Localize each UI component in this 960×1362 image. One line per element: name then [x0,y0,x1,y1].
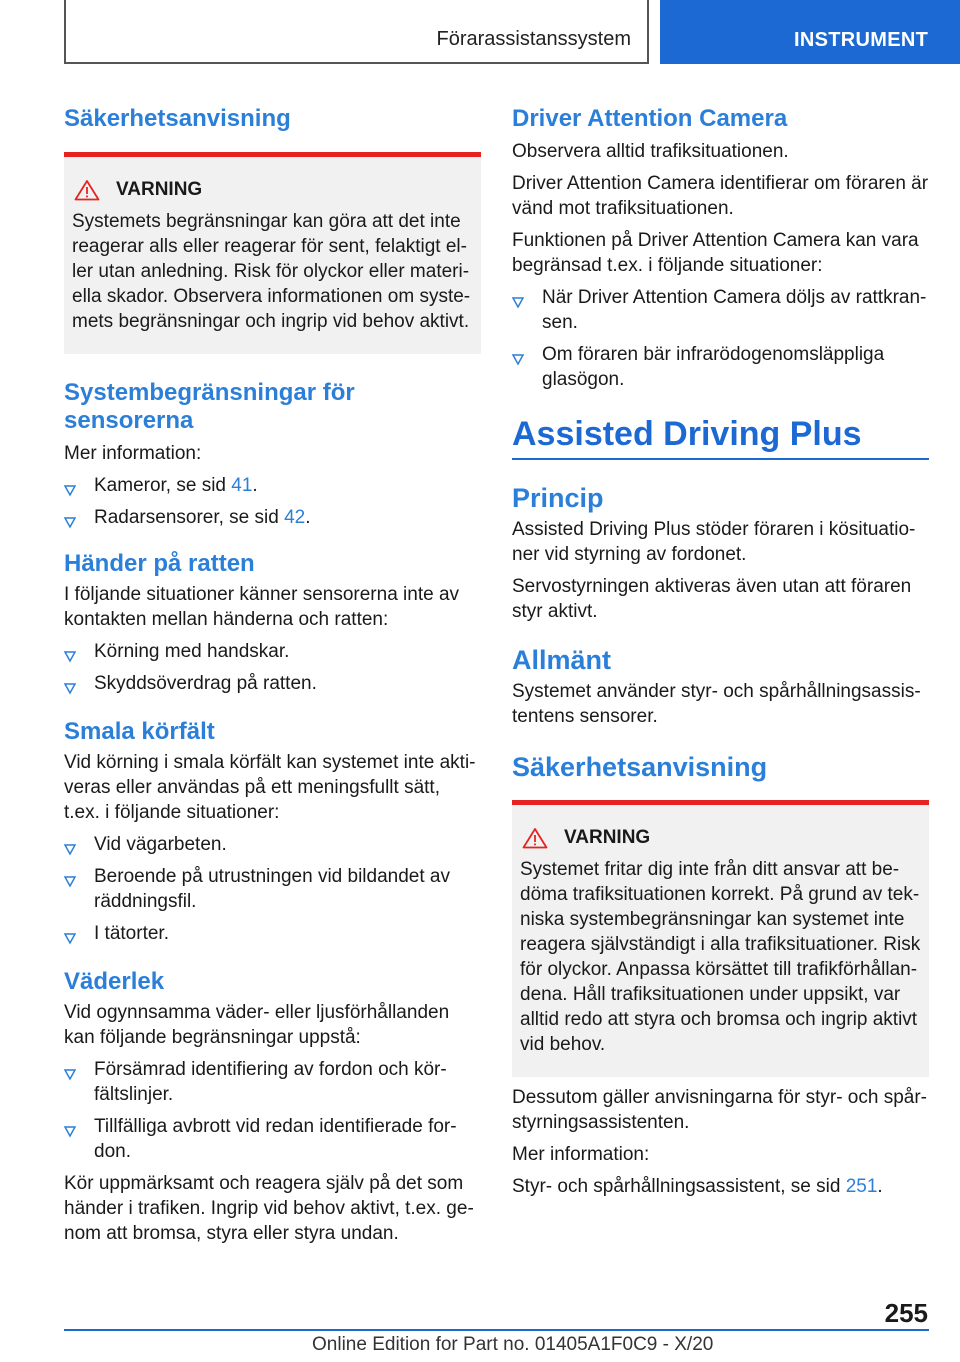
general-paragraph: Systemet använder styr- och spårhållningsassis-tentens sensorer. [512,681,921,727]
list-item: Tillfälliga avbrott vid redan identifierade for-don. [64,1114,481,1164]
hands-text: I följande situationer känner sensorerna inte av kontakten mellan händerna och ratten: [64,584,460,630]
lanes-text: Vid körning i smala körfält kan systemet inte akti-veras eller användas på ett meningsfullt sätt, t.ex. i följande situationer: [64,752,476,823]
weather-list [64,1057,481,1164]
warning-text: Systemet fritar dig inte från ditt ansvar att be-döma trafiksituationen korrekt. På grund av tek-niska systembegränsningar kan systemet inte reagera självständigt i alla trafiksituationer. Risk för olyckor. Anpassa körsättet till trafikförhållan-dena. Håll trafiksituationen under uppsikt, var alltid redo att styra och bromsa och ingrip aktivt vid behov. [520,859,921,1055]
triangle-bullet-icon [64,876,76,888]
footer-rule [64,1329,929,1331]
heading-safety: Säkerhetsanvisning [64,105,291,132]
warning-label: VARNING [564,827,651,848]
dac-paragraph: Observera alltid trafiksituationen. [512,141,789,162]
principle-paragraph: Servostyrningen aktiveras även utan att föraren styr aktivt. [512,576,912,622]
heading-assisted-driving-plus: Assisted Driving Plus [512,415,862,453]
warning-triangle-icon [522,827,548,849]
list-item: När Driver Attention Camera döljs av rattkran-sen. [512,285,929,335]
reference-paragraph: Styr- och spårhållningsassistent, se sid 251. [512,1176,883,1197]
list-item: Kameror, se sid 41. [64,473,481,498]
heading-hands: Händer på ratten [64,550,255,577]
triangle-bullet-icon [64,1069,76,1081]
triangle-bullet-icon [64,844,76,856]
chapter-heading-rule [512,414,929,460]
heading-driver-attention: Driver Attention Camera [512,105,788,132]
warning-header [520,827,921,849]
triangle-bullet-icon [512,354,524,366]
dac-paragraph: Driver Attention Camera identifierar om föraren är vänd mot trafiksituationen. [512,173,929,219]
chapter-tab [660,0,960,64]
heading-narrow-lanes: Smala körfält [64,718,215,745]
heading-weather: Väderlek [64,968,165,995]
page-number: 255 [884,1298,928,1328]
list-item: Vid vägarbeten. [64,832,481,857]
weather-outro: Kör uppmärksamt och reagera själv på det som händer i trafiken. Ingrip vid behov aktivt, t.ex. ge-nom att bromsa, styra eller styra undan. [64,1173,474,1244]
heading-principle: Princip [512,483,604,513]
list-item: Beroende på utrustningen vid bildandet av räddningsfil. [64,864,481,914]
list-item: Om föraren bär infrarödogenomsläppliga glasögon. [512,342,929,392]
triangle-bullet-icon [64,485,76,497]
dac-list [512,285,929,392]
section-title: Förarassistanssystem [436,28,631,50]
warning-box [64,152,481,354]
list-item: Körning med handskar. [64,639,481,664]
warning-label: VARNING [116,179,203,200]
hands-list [64,639,481,696]
heading-sensor-limits: Systembegränsningar för sensorerna [64,379,355,434]
page-link[interactable]: 41 [231,475,253,496]
triangle-bullet-icon [64,933,76,945]
triangle-bullet-icon [512,297,524,309]
warning-header [72,179,473,201]
warning-triangle-icon [74,179,100,201]
edition-text: Online Edition for Part no. 01405A1F0C9 - X/20 [312,1334,714,1355]
extra-paragraph: Dessutom gäller anvisningarna för styr- och spår-styrningsassistenten. [512,1087,928,1133]
triangle-bullet-icon [64,517,76,529]
triangle-bullet-icon [64,651,76,663]
principle-paragraph: Assisted Driving Plus stöder föraren i kösituatio-ner vid styrning av fordonet. [512,519,916,565]
page-link[interactable]: 42 [284,507,306,528]
heading-general: Allmänt [512,645,612,675]
weather-text: Vid ogynnsamma väder- eller ljusförhållanden kan följande begränsningar uppstå: [64,1002,450,1048]
left-column [64,100,481,1246]
triangle-bullet-icon [64,683,76,695]
list-item: Försämrad identifiering av fordon och kör-fältslinjer. [64,1057,481,1107]
page-link[interactable]: 251 [845,1176,878,1197]
heading-safety-2: Säkerhetsanvisning [512,752,768,782]
list-item: I tätorter. [64,921,481,946]
right-column [512,100,929,1199]
list-item: Skyddsöverdrag på ratten. [64,671,481,696]
lanes-list [64,832,481,946]
triangle-bullet-icon [64,1126,76,1138]
more-info-label: Mer information: [64,443,202,464]
section-tab [64,0,649,64]
warning-box [512,800,929,1077]
dac-paragraph: Funktionen på Driver Attention Camera kan vara begränsad t.ex. i följande situationer: [512,230,919,276]
sensor-list [64,473,481,530]
warning-text: Systemets begränsningar kan göra att det inte reagerar alls eller reagerar för sent, felaktigt el-ler utan anledning. Risk för olyckor eller materi-ella skador. Observera informationen om syste-mets begränsningar och ingrip vid behov aktivt. [72,211,471,332]
more-info-label: Mer information: [512,1144,650,1165]
chapter-title: INSTRUMENT [794,29,929,51]
list-item: Radarsensorer, se sid 42. [64,505,481,530]
